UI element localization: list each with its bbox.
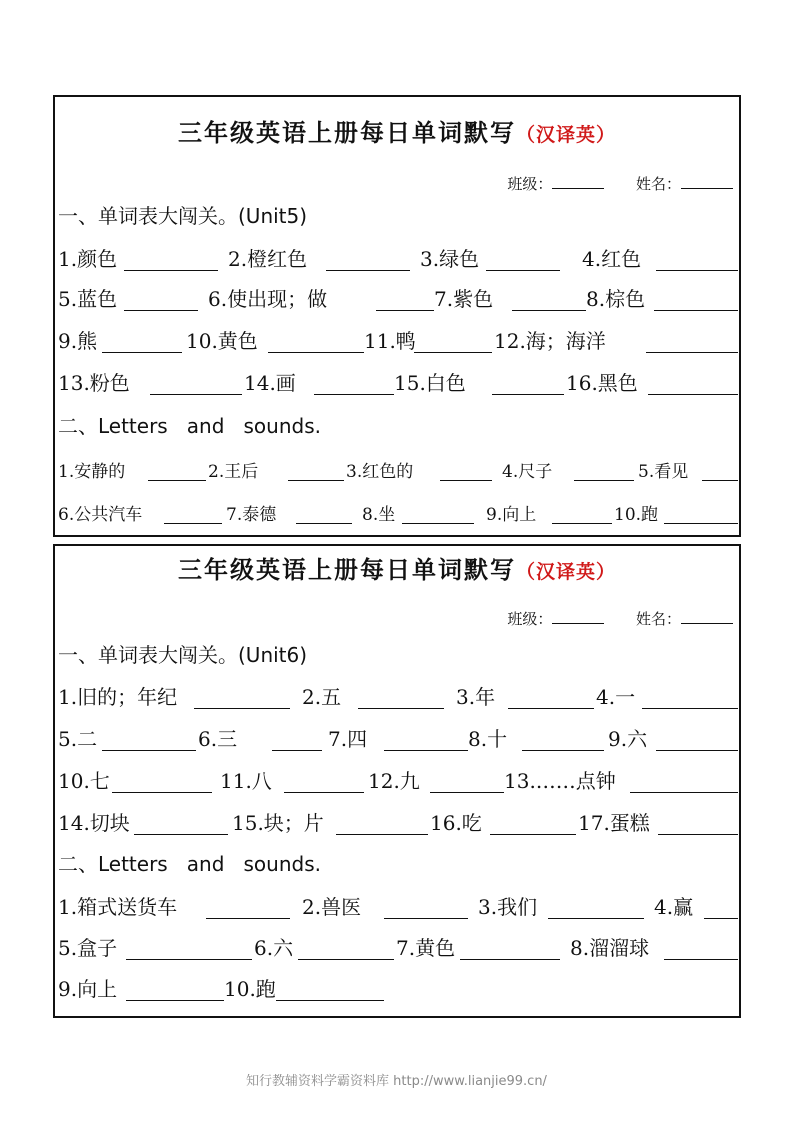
letters-row bbox=[58, 501, 735, 527]
section1-heading: 一、单词表大闯关。(Unit6) bbox=[58, 643, 308, 667]
answer-blank[interactable] bbox=[492, 394, 564, 395]
vocab-item: 1.旧的；年纪 bbox=[58, 686, 290, 712]
vocab-item: 6.公共汽车 bbox=[58, 501, 222, 527]
vocab-item: 3.年 bbox=[456, 686, 594, 712]
letters-row bbox=[58, 978, 735, 1004]
vocab-item: 7.泰德 bbox=[226, 501, 352, 527]
answer-blank[interactable] bbox=[402, 523, 474, 524]
worksheet-card-1 bbox=[53, 95, 741, 537]
answer-blank[interactable] bbox=[164, 523, 222, 524]
name-blank[interactable] bbox=[681, 174, 733, 189]
vocab-item: 4.赢 bbox=[654, 896, 738, 922]
letters-row bbox=[58, 937, 735, 963]
title-subtitle: （汉译英） bbox=[515, 124, 616, 146]
vocab-item: 5.盒子 bbox=[58, 937, 252, 963]
vocab-row bbox=[58, 372, 735, 398]
vocab-item: 1.颜色 bbox=[58, 248, 218, 274]
vocab-item: 9.熊 bbox=[58, 330, 182, 356]
vocab-row bbox=[58, 330, 735, 356]
vocab-item: 8.棕色 bbox=[586, 288, 738, 314]
vocab-item: 2.五 bbox=[302, 686, 444, 712]
answer-blank[interactable] bbox=[656, 270, 738, 271]
answer-blank[interactable] bbox=[284, 792, 364, 793]
answer-blank[interactable] bbox=[298, 959, 394, 960]
vocab-item: 9.六 bbox=[608, 728, 738, 754]
answer-blank[interactable] bbox=[276, 1000, 384, 1001]
vocab-item: 15.白色 bbox=[394, 372, 564, 398]
vocab-item: 4.尺子 bbox=[502, 458, 634, 484]
answer-blank[interactable] bbox=[648, 394, 738, 395]
answer-blank[interactable] bbox=[414, 352, 492, 353]
answer-blank[interactable] bbox=[384, 918, 468, 919]
vocab-item: 10.七 bbox=[58, 770, 212, 796]
section1-heading: 一、单词表大闯关。(Unit5) bbox=[58, 204, 308, 228]
answer-blank[interactable] bbox=[194, 708, 290, 709]
answer-blank[interactable] bbox=[664, 959, 738, 960]
vocab-row bbox=[58, 770, 735, 796]
answer-blank[interactable] bbox=[646, 352, 738, 353]
vocab-item: 16.黑色 bbox=[566, 372, 738, 398]
vocab-item: 12.九 bbox=[368, 770, 504, 796]
vocab-item: 8.十 bbox=[468, 728, 604, 754]
name-blank[interactable] bbox=[681, 609, 733, 624]
vocab-item: 9.向上 bbox=[58, 978, 224, 1004]
vocab-item: 8.坐 bbox=[362, 501, 474, 527]
vocab-item: 13.……点钟 bbox=[504, 770, 738, 796]
answer-blank[interactable] bbox=[658, 834, 738, 835]
vocab-item: 4.一 bbox=[596, 686, 738, 712]
answer-blank[interactable] bbox=[126, 959, 252, 960]
vocab-item: 17.蛋糕 bbox=[578, 812, 738, 838]
answer-blank[interactable] bbox=[656, 750, 738, 751]
vocab-item: 3.红色的 bbox=[346, 458, 492, 484]
answer-blank[interactable] bbox=[112, 792, 212, 793]
vocab-item: 11.八 bbox=[220, 770, 364, 796]
answer-blank[interactable] bbox=[150, 394, 242, 395]
vocab-item: 12.海；海洋 bbox=[494, 330, 738, 356]
answer-blank[interactable] bbox=[384, 750, 468, 751]
vocab-item: 2.王后 bbox=[208, 458, 344, 484]
vocab-item: 7.黄色 bbox=[396, 937, 560, 963]
vocab-item: 5.看见 bbox=[638, 458, 738, 484]
vocab-item: 10.跑 bbox=[224, 978, 384, 1004]
answer-blank[interactable] bbox=[336, 834, 428, 835]
worksheet-card-2 bbox=[53, 544, 741, 1018]
footer-watermark: 知行教辅资料学霸资料库 http://www.lianjie99.cn/ bbox=[246, 1074, 547, 1089]
vocab-item: 16.吃 bbox=[430, 812, 576, 838]
vocab-item: 14.切块 bbox=[58, 812, 228, 838]
vocab-item: 7.紫色 bbox=[434, 288, 586, 314]
answer-blank[interactable] bbox=[376, 310, 434, 311]
vocab-item: 6.使出现；做 bbox=[208, 288, 434, 314]
answer-blank[interactable] bbox=[548, 918, 644, 919]
letters-row bbox=[58, 896, 735, 922]
vocab-item: 3.我们 bbox=[478, 896, 644, 922]
answer-blank[interactable] bbox=[314, 394, 394, 395]
vocab-item: 6.三 bbox=[198, 728, 322, 754]
vocab-item: 6.六 bbox=[254, 937, 394, 963]
vocab-item: 11.鸭 bbox=[364, 330, 492, 356]
answer-blank[interactable] bbox=[522, 750, 604, 751]
card-title bbox=[55, 113, 739, 148]
answer-blank[interactable] bbox=[124, 310, 198, 311]
class-label: 班级： bbox=[507, 175, 553, 193]
answer-blank[interactable] bbox=[512, 310, 586, 311]
answer-blank[interactable] bbox=[272, 750, 322, 751]
answer-blank[interactable] bbox=[126, 1000, 224, 1001]
answer-blank[interactable] bbox=[440, 480, 492, 481]
vocab-item: 7.四 bbox=[328, 728, 468, 754]
class-name-fields bbox=[507, 173, 733, 194]
answer-blank[interactable] bbox=[490, 834, 576, 835]
answer-blank[interactable] bbox=[552, 523, 612, 524]
answer-blank[interactable] bbox=[206, 918, 290, 919]
vocab-item: 1.箱式送货车 bbox=[58, 896, 290, 922]
vocab-row bbox=[58, 686, 735, 712]
answer-blank[interactable] bbox=[486, 270, 560, 271]
section2-heading: 二、Letters and sounds. bbox=[58, 852, 321, 876]
class-blank[interactable] bbox=[552, 609, 604, 624]
vocab-item: 8.溜溜球 bbox=[570, 937, 738, 963]
vocab-item: 2.兽医 bbox=[302, 896, 468, 922]
vocab-row bbox=[58, 288, 735, 314]
vocab-item: 10.跑 bbox=[614, 501, 738, 527]
answer-blank[interactable] bbox=[296, 523, 352, 524]
vocab-row bbox=[58, 728, 735, 754]
answer-blank[interactable] bbox=[288, 480, 344, 481]
answer-blank[interactable] bbox=[630, 792, 738, 793]
vocab-row bbox=[58, 248, 735, 274]
vocab-item: 3.绿色 bbox=[420, 248, 560, 274]
answer-blank[interactable] bbox=[124, 270, 218, 271]
vocab-item: 14.画 bbox=[244, 372, 394, 398]
answer-blank[interactable] bbox=[326, 270, 410, 271]
vocab-item: 10.黄色 bbox=[186, 330, 364, 356]
letters-row bbox=[58, 458, 735, 484]
answer-blank[interactable] bbox=[654, 310, 738, 311]
title-text: 三年级英语上册每日单词默写 bbox=[177, 118, 516, 147]
answer-blank[interactable] bbox=[134, 834, 228, 835]
card-title bbox=[55, 550, 739, 585]
answer-blank[interactable] bbox=[642, 708, 738, 709]
vocab-item: 5.二 bbox=[58, 728, 196, 754]
vocab-item: 15.块；片 bbox=[232, 812, 428, 838]
vocab-item: 4.红色 bbox=[582, 248, 738, 274]
title-text: 三年级英语上册每日单词默写 bbox=[177, 555, 516, 584]
class-blank[interactable] bbox=[552, 174, 604, 189]
class-name-fields bbox=[507, 608, 733, 629]
name-label: 姓名： bbox=[635, 175, 681, 193]
name-label: 姓名： bbox=[635, 610, 681, 628]
answer-blank[interactable] bbox=[430, 792, 504, 793]
answer-blank[interactable] bbox=[102, 750, 196, 751]
title-subtitle: （汉译英） bbox=[515, 561, 616, 583]
vocab-item: 13.粉色 bbox=[58, 372, 242, 398]
class-label: 班级： bbox=[507, 610, 553, 628]
answer-blank[interactable] bbox=[358, 708, 444, 709]
vocab-row bbox=[58, 812, 735, 838]
answer-blank[interactable] bbox=[702, 480, 738, 481]
vocab-item: 2.橙红色 bbox=[228, 248, 410, 274]
answer-blank[interactable] bbox=[574, 480, 634, 481]
answer-blank[interactable] bbox=[664, 523, 738, 524]
answer-blank[interactable] bbox=[148, 480, 206, 481]
answer-blank[interactable] bbox=[460, 959, 560, 960]
vocab-item: 9.向上 bbox=[486, 501, 612, 527]
section2-heading: 二、Letters and sounds. bbox=[58, 414, 321, 438]
answer-blank[interactable] bbox=[508, 708, 594, 709]
answer-blank[interactable] bbox=[704, 918, 738, 919]
answer-blank[interactable] bbox=[102, 352, 182, 353]
vocab-item: 5.蓝色 bbox=[58, 288, 198, 314]
vocab-item: 1.安静的 bbox=[58, 458, 206, 484]
answer-blank[interactable] bbox=[268, 352, 364, 353]
